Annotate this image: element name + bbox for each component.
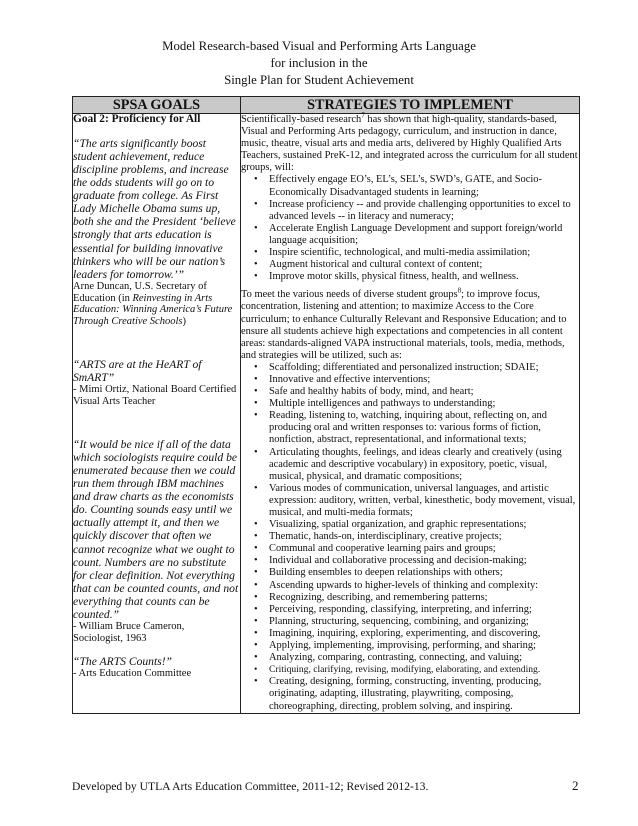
bullet-icon: •	[254, 676, 258, 688]
bullet-icon: •	[254, 652, 258, 664]
spsa-table	[72, 96, 580, 714]
bullet-icon: •	[254, 579, 258, 591]
attribution-committee: - Arts Education Committee	[73, 667, 192, 679]
bullet-icon: •	[254, 519, 258, 531]
list-item-text: Various modes of communication, universal languages, and artistic expression: auditory, written, verbal, kinesthetic, body movement, visual, musical, and multi-media formats;	[269, 482, 576, 518]
list-item	[254, 199, 579, 223]
bullet-icon: •	[254, 615, 258, 627]
bullet-icon: •	[254, 664, 258, 676]
list-item	[254, 398, 579, 410]
list-item	[254, 519, 579, 531]
list-item-text: Building ensembles to deepen relationships with others;	[269, 567, 503, 579]
list-item-text: Scaffolding; differentiated and personalized instruction; SDAIE;	[269, 361, 539, 373]
bullet-icon: •	[254, 627, 258, 639]
bullet-icon: •	[254, 531, 258, 543]
list-item	[254, 374, 579, 386]
page-number: 2	[572, 778, 579, 793]
list-item	[254, 652, 579, 664]
bullet-icon: •	[254, 446, 258, 458]
goals-cell	[73, 114, 241, 714]
bullet-icon: •	[254, 410, 258, 422]
strategies-needs	[241, 286, 579, 362]
list-item-text: Effectively engage EO’s, EL’s, SEL’s, SWD’s, GATE, and Socio-Economically Disadvantaged students in learning;	[269, 174, 542, 198]
bullet-icon: •	[254, 398, 258, 410]
bullet-icon: •	[254, 555, 258, 567]
list-item	[254, 640, 579, 652]
bullet-icon: •	[254, 247, 258, 259]
list-item	[254, 592, 579, 604]
list-item	[254, 628, 579, 640]
attribution-duncan-name: Arne Duncan, U.S. Secretary of Education (in	[73, 280, 207, 304]
list-item	[254, 247, 579, 259]
attribution-cameron-1: - William Bruce Cameron,	[73, 621, 185, 633]
attribution-cameron-2: Sociologist, 1963	[73, 632, 147, 644]
goal-heading: Goal 2: Proficiency for All	[73, 113, 201, 125]
list-item-text: Ascending upwards to higher-levels of thinking and complexity:	[269, 579, 539, 591]
list-item	[254, 604, 579, 616]
quote-ortiz: “ARTS are at the HeART of SmART”	[73, 358, 202, 385]
list-item-text: Applying, implementing, improvising, performing, and sharing;	[269, 640, 536, 652]
bullet-icon: •	[254, 482, 258, 494]
bullet-icon: •	[254, 222, 258, 234]
bullet-icon: •	[254, 373, 258, 385]
list-item	[254, 271, 579, 283]
strategies-cell	[241, 111, 580, 714]
bullet-icon: •	[254, 361, 258, 373]
list-item-text: Recognizing, describing, and remembering patterns;	[269, 591, 488, 603]
list-item-text: Augment historical and cultural context of content;	[269, 259, 483, 271]
list-item	[254, 386, 579, 398]
list-item-text: Planning, structuring, sequencing, combining, and organizing;	[269, 615, 529, 627]
document-title	[0, 38, 638, 89]
list-item	[254, 543, 579, 555]
list-item-text: Critiquing, clarifying, revising, modifying, elaborating, and extending.	[269, 664, 541, 676]
bullet-icon: •	[254, 640, 258, 652]
list-item-text: Improve motor skills, physical fitness, health, and wellness.	[269, 271, 519, 283]
list-item-text: Perceiving, responding, classifying, interpreting, and inferring;	[269, 603, 532, 615]
list-item-text: Individual and collaborative processing and decision-making;	[269, 555, 527, 567]
title-line-3: Single Plan for Student Achievement	[224, 73, 414, 87]
list-item	[254, 676, 579, 712]
list-item-text: Innovative and effective interventions;	[269, 373, 431, 385]
footnote-8: 8	[457, 286, 462, 295]
title-line-1: Model Research-based Visual and Performing Arts Language	[162, 39, 476, 53]
bullet-icon: •	[254, 271, 258, 283]
quote-duncan: “The arts significantly boost student achievement, reduce discipline problems, and increase the odds students will go on to graduate from college. As First Lady Michelle Obama sums up, both she and the President ‘believe strongly that arts education is essential for building innovative thinkers who will be our nation’s leaders for tomorrow.’”	[73, 136, 236, 281]
attribution-ortiz: - Mimi Ortiz, National Board Certified Visual Arts Teacher	[73, 384, 237, 407]
attribution-duncan	[73, 281, 240, 328]
list-item	[254, 410, 579, 446]
bullet-icon: •	[254, 567, 258, 579]
list-item-text: Articulating thoughts, feelings, and ideas clearly and creatively (using academic and descriptive vocabulary) in expository, poetic, visual, musical, physical, and dramatic compositions;	[269, 446, 562, 482]
list-item-text: Analyzing, comparing, contrasting, connecting, and valuing;	[269, 652, 523, 664]
bullet-icon: •	[254, 259, 258, 271]
list-item	[254, 259, 579, 271]
strategies-intro	[241, 111, 579, 174]
needs-text-a: To meet the various needs of diverse student groups	[241, 289, 458, 301]
list-item-text: Multiple intelligences and pathways to understanding;	[269, 398, 496, 410]
strategies-list	[241, 362, 579, 713]
bullet-icon: •	[254, 198, 258, 210]
bullet-icon: •	[254, 603, 258, 615]
list-item-text: Imagining, inquiring, exploring, experimenting, and discovering,	[269, 627, 541, 639]
list-item	[254, 580, 579, 592]
bullet-icon: •	[254, 543, 258, 555]
list-item	[254, 174, 579, 198]
footnote-7: 7	[361, 111, 365, 120]
intro-text-a: Scientifically-based research	[241, 114, 362, 125]
list-item-text: Communal and cooperative learning pairs and groups;	[269, 543, 496, 555]
page-footer: Developed by UTLA Arts Education Committee, 2011-12; Revised 2012-13.	[72, 780, 429, 793]
list-item	[254, 555, 579, 567]
attribution-duncan-end: )	[182, 316, 186, 328]
list-item-text: Thematic, hands-on, interdisciplinary, creative projects;	[269, 531, 502, 543]
list-item-text: Increase proficiency -- and provide challenging opportunities to excel to advanced levels -- in literacy and numeracy;	[269, 198, 571, 222]
list-item-text: Creating, designing, forming, constructing, inventing, producing, originating, adapting, illustrating, playwriting, composing, choreographing, directing, problem solving, and inspiring.	[269, 676, 542, 712]
list-item	[254, 616, 579, 628]
list-item	[254, 531, 579, 543]
bullet-icon: •	[254, 174, 258, 186]
quote-cameron: “It would be nice if all of the data which sociologists require could be enumerated because then we could run them through IBM machines and draw charts as the economists do. Counting sounds easy until we actually attempt it, and then we quickly discover that often we cannot recognize what we ought to count. Numbers are no substitute for clear definition. Not everything that can be counted counts, and not everything that counts can be counted.”	[73, 437, 239, 622]
title-line-2: for inclusion in the	[270, 56, 368, 70]
list-item-text: Inspire scientific, technological, and multi-media assimilation;	[269, 247, 531, 259]
header-strategies: STRATEGIES TO IMPLEMENT	[241, 97, 580, 114]
list-item	[254, 223, 579, 247]
bullet-icon: •	[254, 386, 258, 398]
list-item-text: Accelerate English Language Development and support foreign/world language acquisition;	[269, 222, 563, 246]
intro-text-b: has shown that high-quality, standards-based, Visual and Performing Arts pedagogy, curriculum, and instruction in dance, music, theatre, visual arts and media arts, delivered by Highly Qualified Arts Teachers, sustained PreK-12, and integrated across the curriculum for all student groups, will:	[241, 114, 578, 174]
attribution-duncan-title: Reinvesting in Arts Education: Winning America’s Future Through Creative Schools	[73, 292, 233, 328]
list-item	[254, 362, 579, 374]
bullet-icon: •	[254, 591, 258, 603]
list-item	[254, 664, 579, 676]
list-item	[254, 447, 579, 483]
list-item-text: Safe and healthy habits of body, mind, and heart;	[269, 386, 474, 398]
needs-text-b: ; to improve focus, concentration, listening and attention; to maximize Access to the Core curriculum; to enhance Culturally Relevant and Responsive Education; and to ensure all students achieve high expectations and competencies in all content areas: standards-aligned VAPA instructional materials, tools, media, methods, and strategies will be utilized, such as:	[241, 289, 567, 361]
list-item	[254, 567, 579, 579]
table-body-row	[73, 114, 580, 714]
list-item	[254, 483, 579, 519]
header-spsa-goals: SPSA GOALS	[73, 97, 241, 114]
list-item-text: Reading, listening to, watching, inquiring about, reflecting on, and producing oral and written responses to: various forms of fiction, nonfiction, abstract, representational, and informational texts;	[269, 410, 547, 446]
list-item-text: Visualizing, spatial organization, and graphic representations;	[269, 519, 527, 531]
table-header-row	[73, 97, 580, 114]
outcomes-list	[241, 174, 579, 283]
quote-arts-counts: “The ARTS Counts!”	[73, 654, 172, 668]
